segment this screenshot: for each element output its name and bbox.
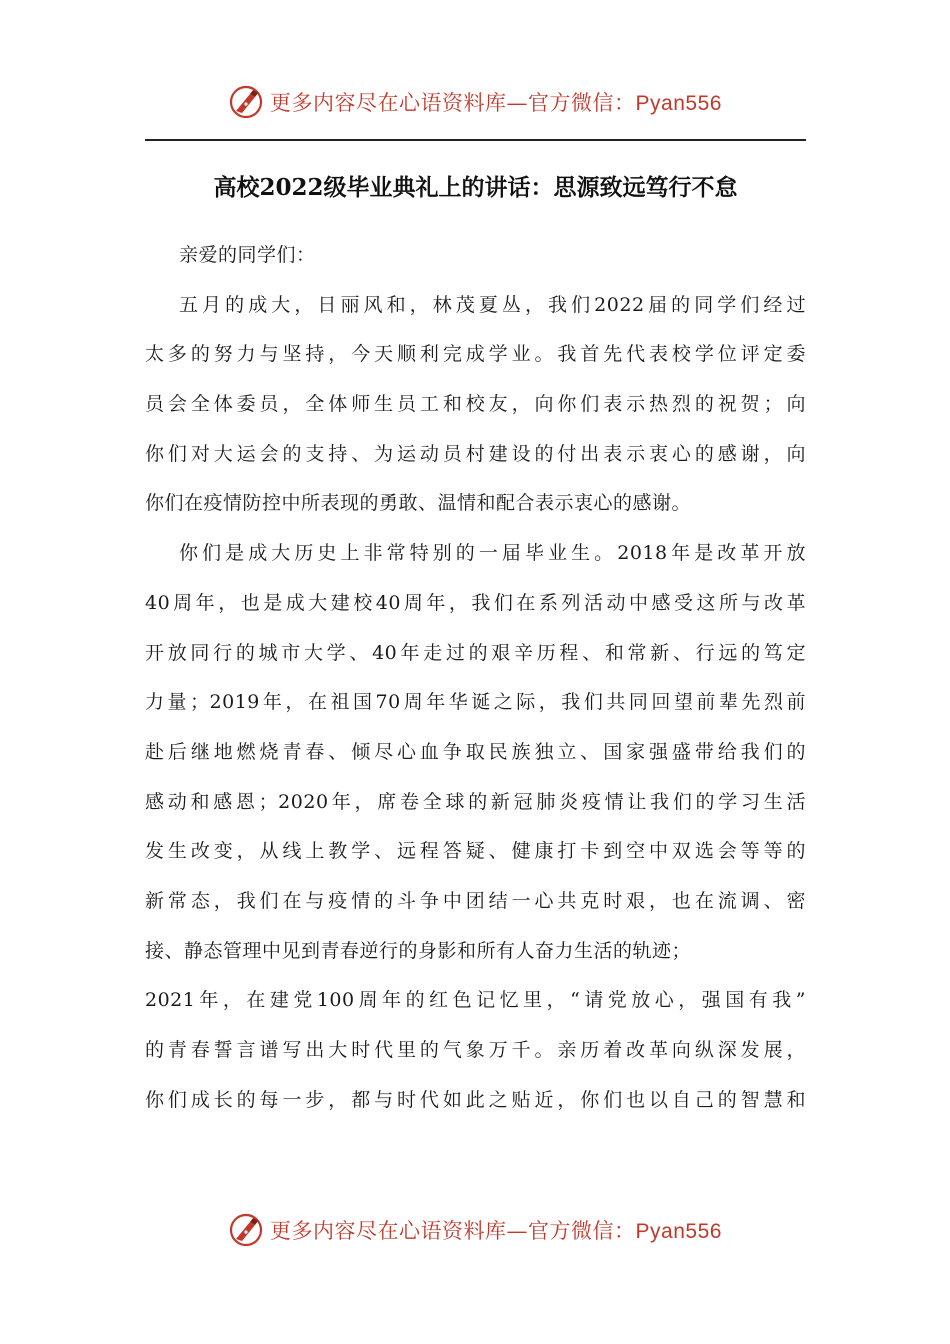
document-title: 高校2022级毕业典礼上的讲话：思源致远笃行不怠: [213, 174, 738, 201]
header-divider: [145, 139, 806, 141]
pen-nib-logo-icon: [228, 1212, 264, 1248]
salutation: 亲爱的同学们：: [179, 244, 316, 266]
text-line: 你们在疫情防控中所表现的勇敢、温情和配合表示衷心的感谢。: [145, 492, 692, 515]
text-line: 员会全体委员，全体师生员工和校友，向你们表示热烈的祝贺；向: [145, 393, 806, 416]
banner-text: 更多内容尽在心语资料库—官方微信：Pyan556: [270, 91, 722, 115]
text-line: 力量；2019年，在祖国70周年华诞之际，我们共同回望前辈先烈前: [145, 691, 806, 714]
text-line: 五月的成大，日丽风和，林茂夏丛，我们2022届的同学们经过: [179, 293, 806, 316]
document-body: [145, 231, 806, 1125]
text-line: 你们是成大历史上非常特别的一届毕业生。2018年是改革开放: [179, 542, 806, 565]
text-line: 发生改变，从线上教学、远程答疑、健康打卡到空中双选会等等的: [145, 840, 806, 863]
footer-banner: [0, 1210, 950, 1250]
text-line: 40周年，也是成大建校40周年，我们在系列活动中感受这所与改革: [145, 591, 806, 614]
pen-nib-logo-icon: [228, 84, 264, 120]
text-line: 赴后继地燃烧青春、倾尽心血争取民族独立、国家强盛带给我们的: [145, 740, 806, 763]
text-line: 你们成长的每一步，都与时代如此之贴近，你们也以自己的智慧和: [145, 1088, 806, 1111]
text-line: 感动和感恩；2020年，席卷全球的新冠肺炎疫情让我们的学习生活: [145, 790, 806, 813]
text-line: 接、静态管理中见到青春逆行的身影和所有人奋力生活的轨迹；: [145, 939, 692, 962]
text-line: 的青春誓言谱写出大时代里的气象万千。亲历着改革向纵深发展，: [145, 1039, 806, 1061]
text-line: 新常态，我们在与疫情的斗争中团结一心共克时艰，也在流调、密: [145, 889, 806, 912]
text-line: 你们对大运会的支持、为运动员村建设的付出表示衷心的感谢，向: [145, 442, 806, 465]
header-banner: [0, 82, 950, 122]
text-line: 开放同行的城市大学、40年走过的艰辛历程、和常新、行远的笃定: [145, 641, 806, 664]
text-line: 太多的努力与坚持，今天顺利完成学业。我首先代表校学位评定委: [145, 343, 806, 366]
banner-text: 更多内容尽在心语资料库—官方微信：Pyan556: [270, 1219, 722, 1243]
text-line: 2021年，在建党100周年的红色记忆里，“请党放心，强国有我”: [145, 989, 806, 1012]
